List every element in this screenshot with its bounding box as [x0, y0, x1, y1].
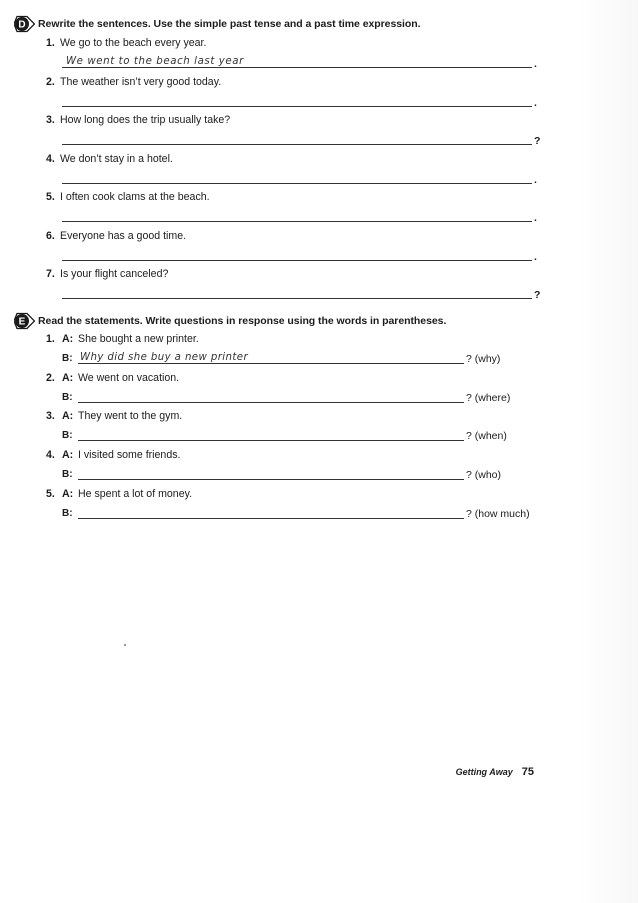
answer-line[interactable] — [62, 170, 532, 184]
answer-line[interactable] — [62, 208, 532, 222]
answer-line[interactable] — [62, 54, 532, 68]
exercise-d-question — [46, 268, 168, 280]
question-number: 2. — [46, 76, 55, 88]
speaker-a-label: A: — [62, 372, 74, 384]
answer-end-punctuation: . — [534, 212, 537, 224]
footer-unit-title: Getting Away — [455, 767, 513, 777]
page-edge-shadow — [578, 0, 638, 903]
answer-handwriting: We went to the beach last year — [66, 56, 244, 67]
exercise-e-statement — [46, 333, 199, 345]
question-text: The weather isn’t very good today. — [60, 76, 222, 88]
statement-text: He spent a lot of money. — [78, 488, 193, 500]
exercise-e-statement — [46, 410, 182, 422]
speaker-b-label: B: — [62, 469, 73, 480]
section-d-badge-icon — [14, 15, 35, 33]
speaker-a-label: A: — [62, 449, 74, 461]
section-e-header — [14, 312, 446, 330]
answer-end-punctuation: . — [534, 251, 537, 263]
exercise-e-statement — [46, 488, 192, 500]
exercise-d-question — [46, 76, 221, 88]
section-e-badge-letter: E — [18, 316, 26, 328]
question-number: 1. — [46, 333, 55, 345]
speaker-a-label: A: — [62, 333, 74, 345]
question-text: We go to the beach every year. — [60, 37, 207, 49]
question-number: 3. — [46, 114, 55, 126]
exercise-e-statement — [46, 449, 180, 461]
section-e-badge-icon — [14, 312, 35, 330]
question-number: 4. — [46, 153, 55, 165]
question-answer-line[interactable] — [78, 350, 464, 364]
question-word-cue: ? (why) — [466, 353, 501, 365]
answer-end-punctuation: . — [534, 97, 537, 109]
question-number: 5. — [46, 191, 55, 203]
question-text: How long does the trip usually take? — [60, 114, 231, 126]
answer-handwriting: Why did she buy a new printer — [80, 352, 249, 363]
answer-end-punctuation: . — [534, 58, 537, 70]
question-answer-line[interactable] — [78, 505, 464, 519]
section-e-instruction: Read the statements. Write questions in response using the words in parentheses. — [38, 315, 447, 327]
exercise-d-question — [46, 114, 230, 126]
question-number: 1. — [46, 37, 55, 49]
section-d-instruction: Rewrite the sentences. Use the simple past tense and a past time expression. — [38, 18, 421, 30]
question-text: We don’t stay in a hotel. — [60, 153, 173, 165]
page-number: 75 — [521, 766, 534, 778]
section-d-badge-letter: D — [18, 19, 26, 31]
question-answer-line[interactable] — [78, 427, 464, 441]
question-number: 4. — [46, 449, 55, 461]
question-text: Is your flight canceled? — [60, 268, 169, 280]
answer-line[interactable] — [62, 93, 532, 107]
exercise-e-statement — [46, 372, 179, 384]
exercise-d-question — [46, 153, 173, 165]
answer-line[interactable] — [62, 247, 532, 261]
answer-line[interactable] — [62, 131, 532, 145]
question-number: 6. — [46, 230, 55, 242]
question-word-cue: ? (when) — [466, 430, 507, 442]
answer-line[interactable] — [62, 285, 532, 299]
question-answer-line[interactable] — [78, 466, 464, 480]
answer-end-punctuation: ? — [534, 289, 541, 301]
question-word-cue: ? (how much) — [466, 508, 530, 520]
section-d-header — [14, 15, 421, 33]
answer-end-punctuation: . — [534, 174, 537, 186]
question-text: I often cook clams at the beach. — [60, 191, 210, 203]
statement-text: They went to the gym. — [78, 410, 183, 422]
speaker-b-label: B: — [62, 392, 73, 403]
speaker-b-label: B: — [62, 508, 73, 519]
speaker-a-label: A: — [62, 488, 74, 500]
speaker-b-label: B: — [62, 430, 73, 441]
question-number: 5. — [46, 488, 55, 500]
page-footer — [456, 766, 534, 778]
statement-text: We went on vacation. — [78, 372, 180, 384]
statement-text: She bought a new printer. — [78, 333, 199, 345]
scan-speck — [124, 644, 126, 646]
answer-end-punctuation: ? — [534, 135, 541, 147]
exercise-d-question — [46, 230, 186, 242]
question-text: Everyone has a good time. — [60, 230, 187, 242]
exercise-d-question — [46, 191, 210, 203]
question-word-cue: ? (who) — [466, 469, 502, 481]
speaker-b-label: B: — [62, 353, 73, 364]
speaker-a-label: A: — [62, 410, 74, 422]
question-number: 3. — [46, 410, 55, 422]
question-answer-line[interactable] — [78, 389, 464, 403]
question-number: 2. — [46, 372, 55, 384]
exercise-d-question — [46, 37, 206, 49]
statement-text: I visited some friends. — [78, 449, 181, 461]
question-number: 7. — [46, 268, 55, 280]
question-word-cue: ? (where) — [466, 392, 511, 404]
